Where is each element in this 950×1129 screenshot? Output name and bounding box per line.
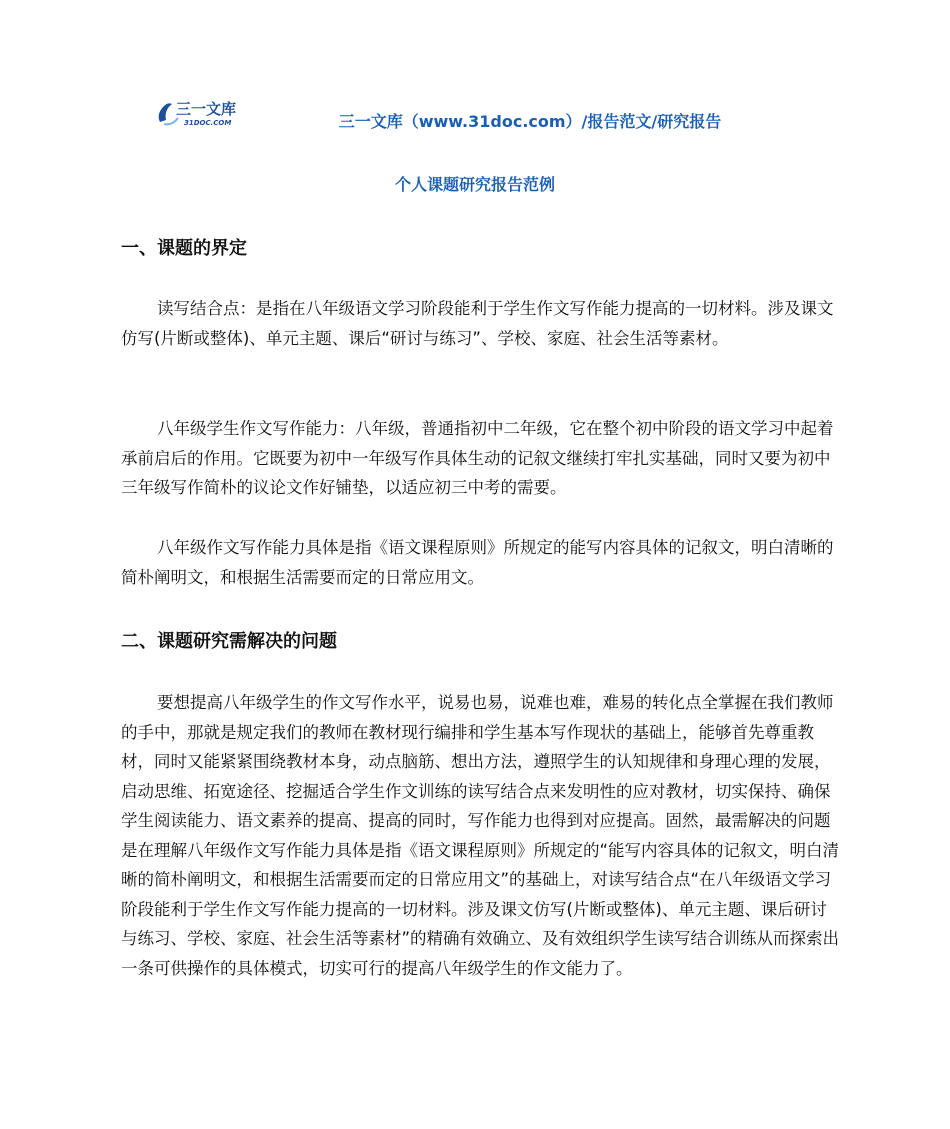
section-1-paragraph-3: 八年级作文写作能力具体是指《语文课程原则》所规定的能写内容具体的记叙文，明白清晰的简朴阐明文，和根据生活需要而定的日常应用文。 [121, 538, 834, 587]
logo-text: 三一文库 [176, 100, 237, 118]
section-1-paragraph-1: 读写结合点：是指在八年级语文学习阶段能利于学生作文写作能力提高的一切材料。涉及课文仿写(片断或整体)、单元主题、课后“研讨与练习”、学校、家庭、社会生活等素材。 [121, 299, 834, 348]
logo-icon [154, 96, 254, 130]
logo-subtext: 31DOC.COM [184, 119, 232, 127]
site-breadcrumb[interactable]: 三一文库（www.31doc.com）/报告范文/研究报告 [338, 112, 722, 131]
section-1-paragraph-2: 八年级学生作文写作能力：八年级，普通指初中二年级，它在整个初中阶段的语文学习中起着承前启后的作用。它既要为初中一年级写作具体生动的记叙文继续打牢扎实基础，同时又要为初中三年级写作简朴的议论文作好铺垫，以适应初三中考的需要。 [121, 419, 834, 497]
section-heading-2: 二、课题研究需解决的问题 [121, 631, 337, 652]
site-logo[interactable] [154, 96, 254, 130]
section-heading-1: 一、课题的界定 [121, 238, 247, 259]
document-title: 个人课题研究报告范例 [394, 175, 555, 194]
section-2-paragraph-1: 要想提高八年级学生的作文写作水平，说易也易，说难也难，难易的转化点全掌握在我们教师的手中，那就是规定我们的教师在教材现行编排和学生基本写作现状的基础上，能够首先尊重教材，同时又能紧紧围绕教材本身，动点脑筋、想出方法，遵照学生的认知规律和身理心理的发展，启动思维、拓宽途径、挖掘适合学生作文训练的读写结合点来发明性的应对教材，切实保持、确保学生阅读能力、语文素养的提高、提高的同时，写作能力也得到对应提高。固然，最需解决的问题是在理解八年级作文写作能力具体是指《语文课程原则》所规定的“能写内容具体的记叙文，明白清晰的简朴阐明文，和根据生活需要而定的日常应用文”的基础上，对读写结合点“在八年级语文学习阶段能利于学生作文写作能力提高的一切材料。涉及课文仿写(片断或整体)、单元主题、课后研讨与练习、学校、家庭、社会生活等素材”的精确有效确立、及有效组织学生读写结合训练从而探索出一条可供操作的具体模式，切实可行的提高八年级学生的作文能力了。 [121, 693, 840, 978]
